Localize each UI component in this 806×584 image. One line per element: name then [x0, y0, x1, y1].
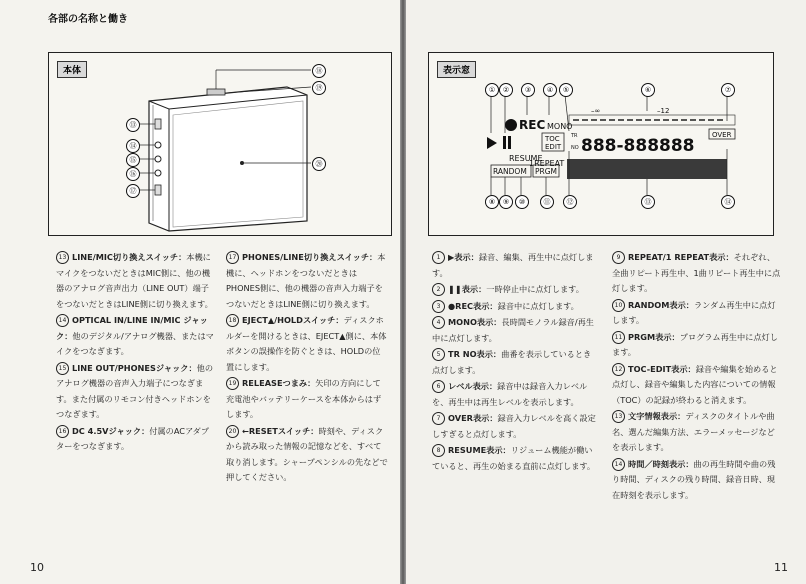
- mono-indicator: MONO: [547, 122, 573, 131]
- callout-20: ⑳: [312, 157, 326, 171]
- desc-item-14: 14 OPTICAL IN/LINE IN/MIC ジャック：他のデジタル/アナログ機器、またはマイクをつなぎます。: [56, 315, 214, 356]
- callout-13: ⑬: [641, 195, 655, 209]
- toc-indicator: TOC: [545, 135, 560, 143]
- edit-indicator: EDIT: [545, 143, 562, 151]
- desc-item-13: 13 LINE/MIC切り換えスイッチ：本機にマイクをつないだときはMIC側に、他の機器のアナログ音声出力（LINE OUT）端子をつないだときはLINE側に切り換えます。: [56, 252, 213, 309]
- display-window: [429, 53, 773, 235]
- panel-tag: 本体: [57, 61, 87, 78]
- right-column-2: [612, 250, 782, 504]
- callout-19: ⑲: [312, 81, 326, 95]
- device-illustration: [49, 53, 391, 235]
- prgm-indicator: PRGM: [535, 167, 558, 176]
- desc-item-13: 13 文字情報表示：ディスクのタイトルや曲名、選んだ編集方法、エラーメッセージなどを表示します。: [612, 411, 775, 452]
- rec-indicator: REC: [519, 118, 546, 132]
- no-indicator: NO: [571, 145, 579, 151]
- random-indicator: RANDOM: [493, 167, 527, 176]
- repeat-indicator: 1REPEAT: [529, 159, 565, 168]
- callout-11: ⑪: [540, 195, 554, 209]
- callout-1: ①: [485, 83, 499, 97]
- display-illustration-frame: [428, 52, 774, 236]
- left-column-1: [56, 250, 214, 456]
- desc-item-9: 9 REPEAT/1 REPEAT表示：それぞれ、全曲リピート再生中、1曲リピート再生中に点灯します。: [612, 252, 781, 293]
- desc-item-7: 7 OVER表示：録音入力レベルを高く設定しすぎると点灯します。: [432, 413, 596, 439]
- callout-16: ⑯: [126, 167, 140, 181]
- tr-indicator: TR: [571, 133, 578, 139]
- callout-2: ②: [499, 83, 513, 97]
- desc-item-4: 4 MONO表示：長時間モノラル録音/再生中に点灯します。: [432, 317, 594, 343]
- right-column-1: [432, 250, 598, 475]
- callout-14: ⑭: [721, 195, 735, 209]
- callout-8: ⑧: [485, 195, 499, 209]
- desc-item-14: 14 時間／時刻表示：曲の再生時間や曲の残り時間、ディスクの残り時間、録音日時、現在時刻を表示します。: [612, 458, 776, 500]
- desc-item-6: 6 レベル表示：録音中は録音入力レベルを、再生中は再生レベルを表示します。: [432, 381, 588, 407]
- page-number: 10: [30, 561, 44, 574]
- over-indicator: OVER: [712, 131, 732, 139]
- callout-12: ⑫: [563, 195, 577, 209]
- callout-10: ⑩: [515, 195, 529, 209]
- resume-indicator: RESUME: [509, 154, 543, 163]
- callout-4: ④: [543, 83, 557, 97]
- desc-item-5: 5 TR NO表示：曲番を表示しているとき点灯します。: [432, 349, 592, 375]
- desc-item-16: 16 DC 4.5Vジャック：付属のACアダプターをつなぎます。: [56, 425, 210, 451]
- right-page: [406, 0, 806, 584]
- db-scale-min: –∞: [591, 107, 601, 115]
- desc-item-18: 18 EJECT▲/HOLDスイッチ：ディスクホルダーを開けるときは、EJECT▲側に、本体ボタンの誤操作を防ぐときは、HOLDの位置にします。: [226, 315, 387, 372]
- desc-item-12: 12 TOC-EDIT表示：録音や編集を始めると点灯し、録音や編集した内容についての情報（TOC）の記録が終わると消えます。: [612, 363, 778, 405]
- callout-5: ⑤: [559, 83, 573, 97]
- callout-18: ⑱: [312, 64, 326, 78]
- desc-item-2: 2 ❚❚表示：一時停止中に点灯します。: [432, 282, 598, 298]
- left-page: [0, 0, 400, 584]
- callout-14: ⑭: [126, 139, 140, 153]
- desc-item-1: 1 ▶表示：録音、編集、再生中に点灯します。: [432, 252, 594, 278]
- desc-item-19: 19 RELEASEつまみ：矢印の方向にして充電池やバッテリーケースを本体からはずします。: [226, 378, 382, 419]
- desc-item-15: 15 LINE OUT/PHONESジャック：他のアナログ機器の音声入力端子につなぎます。また付属のリモコン付きヘッドホンをつなぎます。: [56, 362, 214, 419]
- callout-9: ⑨: [499, 195, 513, 209]
- desc-item-10: 10 RANDOM表示：ランダム再生中に点灯します。: [612, 299, 776, 325]
- desc-item-8: 8 RESUME表示：リジューム機能が働いていると、再生の始まる直前に点灯します。: [432, 445, 596, 471]
- db-scale-12: –12: [657, 107, 670, 115]
- desc-item-3: 3 ●REC表示：録音中に点灯します。: [432, 299, 598, 315]
- panel-tag: 表示窓: [437, 61, 476, 78]
- device-illustration-frame: [48, 52, 392, 236]
- desc-item-20: 20 ←RESETスイッチ：時刻や、ディスクから読み取った情報の記憶などを、すべて取り消します。シャープペンシルの先などで押してください。: [226, 425, 388, 482]
- left-column-2: [226, 250, 388, 487]
- callout-17: ⑰: [126, 184, 140, 198]
- section-heading: 各部の名称と働き: [48, 14, 128, 25]
- callout-7: ⑦: [721, 83, 735, 97]
- callout-15: ⑮: [126, 153, 140, 167]
- page-number: 11: [774, 561, 788, 574]
- time-readout: 888-888888: [581, 136, 695, 156]
- desc-item-17: 17 PHONES/LINE切り換えスイッチ：本機に、ヘッドホンをつないだときはPHONES側に、他の機器の音声入力端子をつないだときはLINE側に切り換えます。: [226, 252, 386, 309]
- callout-13: ⑬: [126, 118, 140, 132]
- desc-item-11: 11 PRGM表示：プログラム再生中に点灯します。: [612, 331, 778, 357]
- callout-3: ③: [521, 83, 535, 97]
- callout-6: ⑥: [641, 83, 655, 97]
